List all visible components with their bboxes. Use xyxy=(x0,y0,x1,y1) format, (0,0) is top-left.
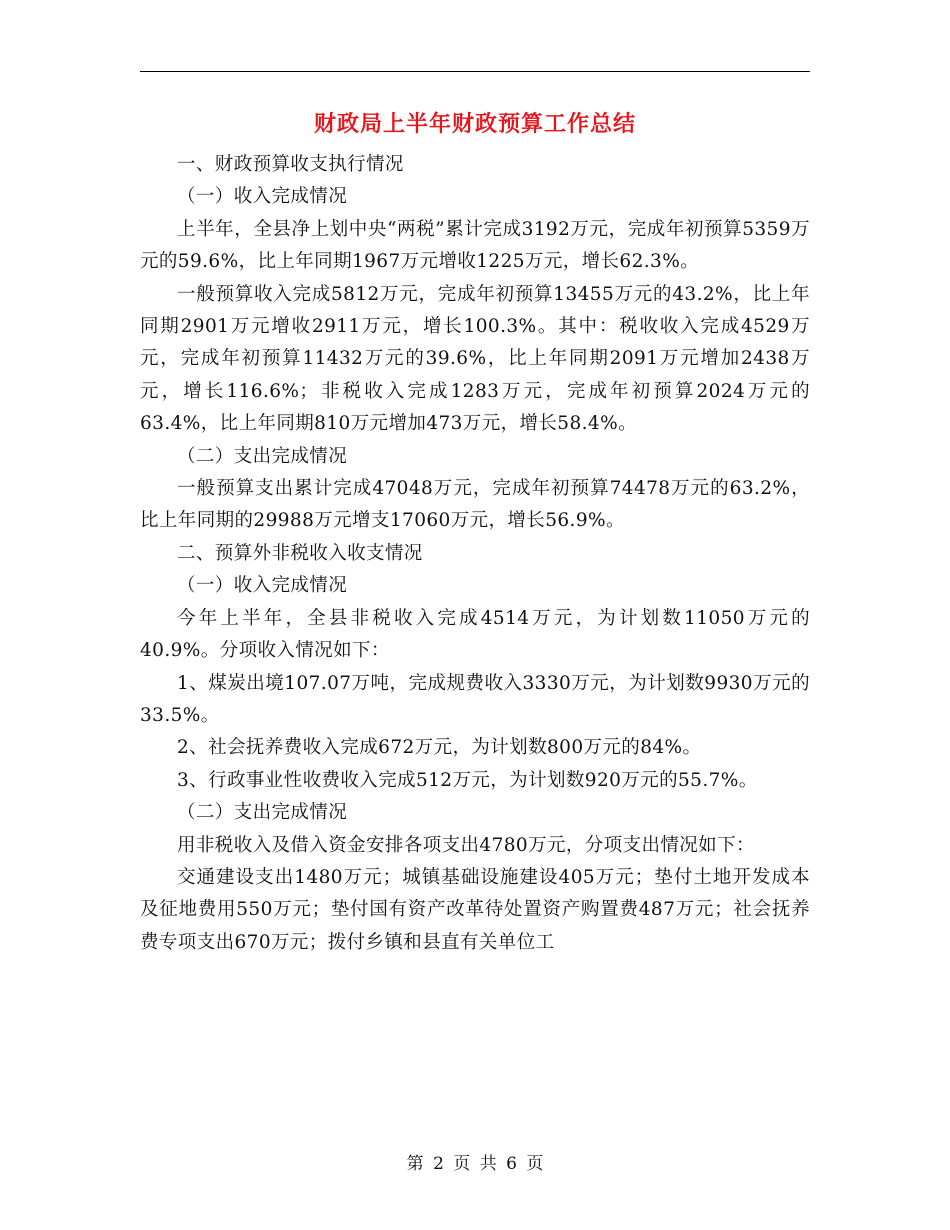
document-body xyxy=(140,149,810,959)
subsection-heading-income: （一）收入完成情况 xyxy=(177,186,348,208)
paragraph-nontax-income: 今年上半年，全县非税收入完成4514万元，为计划数11050万元的40.9%。分项收入情况如下： xyxy=(140,607,810,662)
subsection-heading-nontax-income: （一）收入完成情况 xyxy=(177,575,348,597)
section-heading-2: 二、预算外非税收入收支情况 xyxy=(177,542,423,564)
paragraph-general-revenue: 一般预算收入完成5812万元，完成年初预算13455万元的43.2%，比上年同期2901万元增收2911万元，增长100.3%。其中：税收收入完成4529万元，完成年初预算11432万元的39.6%，比上年同期2091万元增加2438万元，增长116.6%；非税收入完成1283万元，完成年初预算2024万元的63.4%，比上年同期810万元增加473万元，增长58.4%。 xyxy=(140,283,810,435)
page-number-footer: 第 2 页 共 6 页 xyxy=(406,1154,544,1174)
section-heading-1: 一、财政预算收支执行情况 xyxy=(177,154,404,175)
subsection-heading-nontax-expenditure: （二）支出完成情况 xyxy=(177,802,348,824)
document-title: 财政局上半年财政预算工作总结 xyxy=(313,112,636,137)
list-item-admin-fee: 3、行政事业性收费收入完成512万元，为计划数920万元的55.7%。 xyxy=(177,769,758,791)
paragraph-central-tax: 上半年，全县净上划中央“两税”累计完成3192万元，完成年初预算5359万元的59.6%，比上年同期1967万元增收1225万元，增长62.3%。 xyxy=(140,218,810,273)
paragraph-general-expenditure: 一般预算支出累计完成47048万元，完成年初预算74478万元的63.2%，比上年同期的29988万元增支17060万元，增长56.9%。 xyxy=(140,478,810,532)
subsection-heading-expenditure: （二）支出完成情况 xyxy=(177,445,348,467)
paragraph-expenditure-items: 交通建设支出1480万元；城镇基础设施建设405万元；垫付土地开发成本及征地费用550万元；垫付国有资产改革待处置资产购置费487万元；社会抚养费专项支出670万元；拨付乡镇和县直有关单位工 xyxy=(140,866,810,953)
list-item-coal: 1、煤炭出境107.07万吨，完成规费收入3330万元，为计划数9930万元的33.5%。 xyxy=(140,672,810,726)
paragraph-nontax-expenditure: 用非税收入及借入资金安排各项支出4780万元，分项支出情况如下： xyxy=(177,834,755,856)
header-rule xyxy=(140,71,810,72)
list-item-social-fee: 2、社会抚养费收入完成672万元，为计划数800万元的84%。 xyxy=(177,737,702,759)
